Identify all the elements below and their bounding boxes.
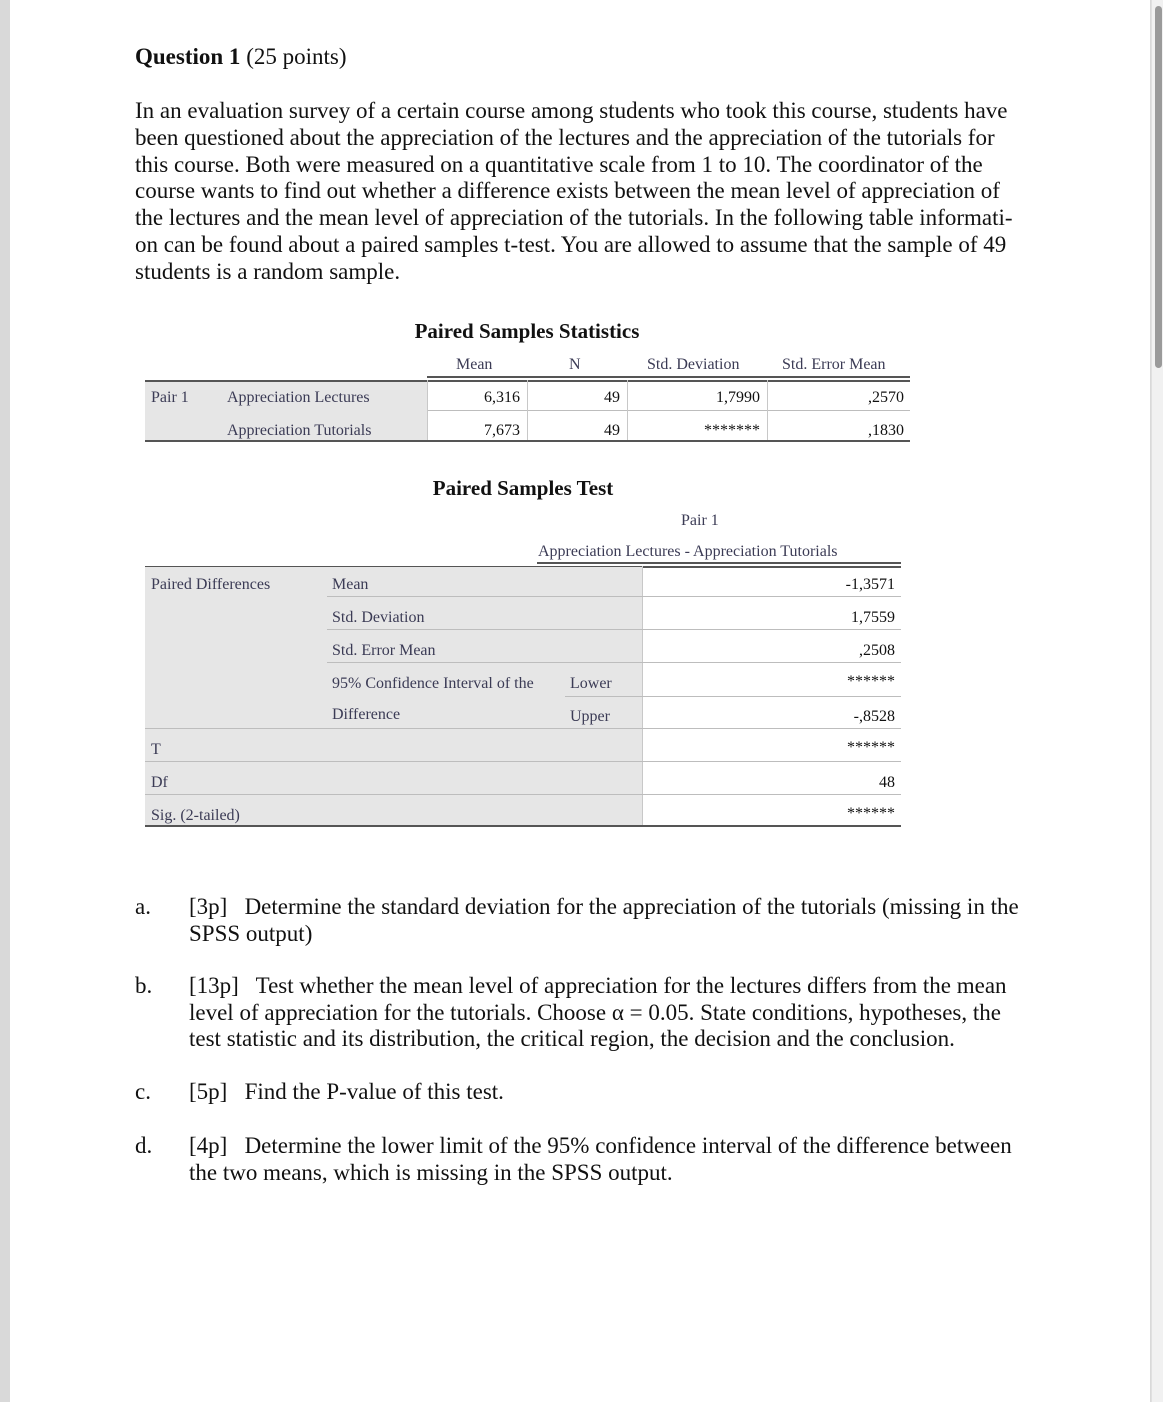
stats-cell-n: 49 xyxy=(604,389,620,406)
stats-col-divider xyxy=(427,380,428,440)
test-group-label: Paired Differences xyxy=(151,576,271,593)
question-title-points: (25 points) xyxy=(246,44,347,69)
subquestion-letter: c. xyxy=(135,1079,151,1104)
stats-cell-std-error-mean: ,1830 xyxy=(868,422,904,439)
test-row-divider xyxy=(327,629,901,630)
test-row-df-value: 48 xyxy=(879,774,895,791)
subquestion-text: [5p] Find the P-value of this test. xyxy=(189,1079,504,1104)
vertical-scrollbar[interactable] xyxy=(1151,0,1163,1402)
test-row-sig-label: Sig. (2-tailed) xyxy=(151,807,240,824)
test-row-upper-value: -,8528 xyxy=(853,708,895,725)
question-intro: In an evaluation survey of a certain course among students who took this course, students have been questioned about the appreciation of the lectures and the appreciation of the tutorials for this course. Both were measured on a quantitative scale from 1 to 10. The coordinator of the course wants to find out whether a difference exists between the mean level of appreciation of the lectures and the mean level of appreciation of the tutorials. In the following table informati- on can be found about a paired samples t-test. You are allowed to assume that the sample of 49 students is a random sample. xyxy=(135,98,1013,284)
subquestion-letter: b. xyxy=(135,973,153,998)
stats-col-divider xyxy=(527,380,528,440)
test-row-mean-label: Mean xyxy=(332,576,369,593)
subquestion-text: [3p] Determine the standard deviation for the appreciation of the tutorials (missing in the SPSS output) xyxy=(189,894,1019,946)
test-row-sd-label: Std. Deviation xyxy=(332,609,425,626)
test-row-se-label: Std. Error Mean xyxy=(332,642,436,659)
stats-cell-std-deviation: 1,7990 xyxy=(716,389,760,406)
stats-bottom-rule xyxy=(145,440,910,442)
stats-row-label: Appreciation Lectures xyxy=(227,389,370,406)
stats-row-divider xyxy=(427,410,910,411)
stats-header-rule xyxy=(427,376,910,378)
stats-cell-n: 49 xyxy=(604,422,620,439)
test-bottom-rule xyxy=(145,825,901,827)
scrollbar-thumb[interactable] xyxy=(1155,6,1162,368)
test-row-divider xyxy=(145,794,901,795)
stats-col-divider xyxy=(767,380,768,440)
subquestion-text: [13p] Test whether the mean level of appreciation for the lectures differs from the mean level of appreciation for the tutorials. Choose α = 0.05. State conditions, hypotheses, the test statistic and its distribution, the critical region, the decision and the conclusion. xyxy=(189,973,1007,1051)
test-row-sd-value: 1,7559 xyxy=(851,609,895,626)
test-row-df-label: Df xyxy=(151,774,168,791)
test-row-upper-label: Upper xyxy=(570,708,610,725)
stats-header-std-deviation: Std. Deviation xyxy=(647,356,740,373)
test-ci-label-line2: Difference xyxy=(332,706,401,723)
test-row-se-value: ,2508 xyxy=(859,642,895,659)
question-title xyxy=(135,44,347,70)
test-row-t-label: T xyxy=(151,741,161,758)
test-header-rule-short xyxy=(537,562,901,564)
test-row-lower-value: ****** xyxy=(847,673,895,690)
stats-header-std-error-mean: Std. Error Mean xyxy=(782,356,886,373)
stats-row-label: Appreciation Tutorials xyxy=(227,422,372,439)
question-title-bold: Question 1 xyxy=(135,44,241,69)
test-row-sig-value: ****** xyxy=(847,805,895,822)
test-row-divider xyxy=(145,761,901,762)
subquestion-text: [4p] Determine the lower limit of the 95% confidence interval of the difference between the two means, which is missing in the SPSS output. xyxy=(189,1133,1012,1185)
test-ci-label-line1: 95% Confidence Interval of the xyxy=(332,675,534,692)
stats-table-title: Paired Samples Statistics xyxy=(414,319,640,343)
test-header-pair: Pair 1 xyxy=(681,512,719,529)
stats-header-n: N xyxy=(569,356,581,373)
test-row-divider xyxy=(145,728,901,729)
stats-cell-std-deviation: ******* xyxy=(704,422,760,439)
test-row-divider xyxy=(327,662,901,663)
test-row-lower-label: Lower xyxy=(570,675,612,692)
stats-cell-mean: 6,316 xyxy=(484,389,520,406)
stats-header-mean: Mean xyxy=(456,356,493,373)
stats-col-divider xyxy=(627,380,628,440)
stats-pair-label: Pair 1 xyxy=(151,389,189,406)
subquestion-letter: d. xyxy=(135,1133,153,1158)
test-row-t-value: ****** xyxy=(847,739,895,756)
test-row-divider xyxy=(565,696,901,697)
stats-cell-mean: 7,673 xyxy=(484,422,520,439)
test-row-divider xyxy=(327,596,901,597)
test-header-variables: Appreciation Lectures - Appreciation Tutorials xyxy=(538,543,838,560)
test-row-mean-value: -1,3571 xyxy=(845,576,895,593)
stats-cell-std-error-mean: ,2570 xyxy=(868,389,904,406)
subquestion-letter: a. xyxy=(135,894,151,919)
test-table-title: Paired Samples Test xyxy=(432,476,614,500)
